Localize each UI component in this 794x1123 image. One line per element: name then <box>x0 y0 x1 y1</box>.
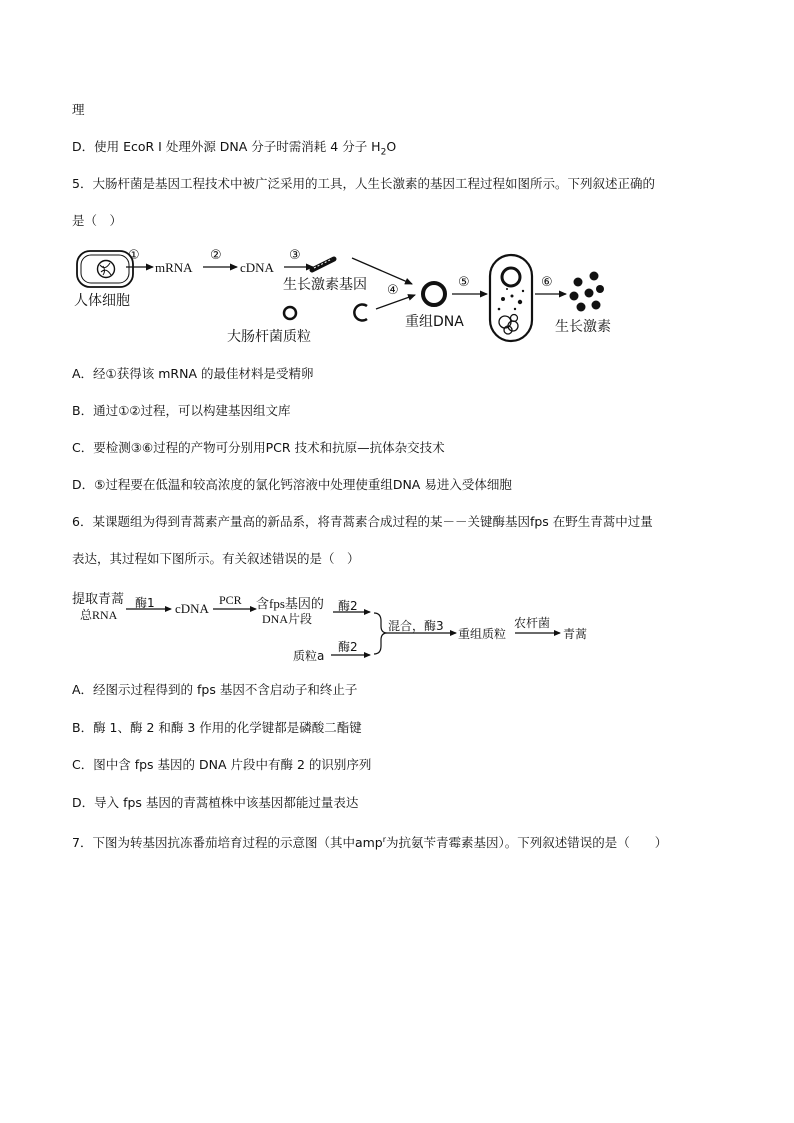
q6-stem-line2: 表达，其过程如下图所示。有关叙述错误的是（ ） <box>72 551 360 566</box>
step-1-label: ① <box>128 248 140 263</box>
q5-stem-line1: 5．大肠杆菌是基因工程技术中被广泛采用的工具，人生长激素的基因工程过程如图所示。下列叙述正确的 <box>72 176 655 191</box>
extract-label-line1: 提取青蒿 <box>72 592 125 607</box>
step-6-label: ⑥ <box>541 275 553 290</box>
step-2-label: ② <box>210 248 222 263</box>
subscript: 2 <box>380 147 387 158</box>
gene-label: 生长激素基因 <box>283 277 367 293</box>
q5-option-d: D．⑤过程要在低温和较高浓度的氯化钙溶液中处理使重组DNA 易进入受体细胞 <box>72 477 512 492</box>
pcr-label: PCR <box>219 593 242 607</box>
q6-option-d: D．导入 fps 基因的青蒿植株中该基因都能过量表达 <box>72 795 359 810</box>
hormone-label: 生长激素 <box>555 319 611 335</box>
plasmid-label: 大肠杆菌质粒 <box>227 329 311 345</box>
enzyme2-bottom-label: 酶2 <box>338 640 358 654</box>
enzyme1-label: 酶1 <box>135 596 155 610</box>
brace-icon <box>374 613 387 654</box>
recombinant-dna-label: 重组DNA <box>405 314 464 330</box>
step-3-label: ③ <box>289 248 301 263</box>
q5-option-a: A．经①获得该 mRNA 的最佳材料是受精卵 <box>72 366 314 381</box>
cdna-label: cDNA <box>240 260 274 275</box>
extract-label-line2: 总RNA <box>80 608 118 622</box>
q4-option-d-tail: O <box>386 139 397 154</box>
step-4-label: ④ <box>387 283 399 298</box>
agrobacterium-label: 农杆菌 <box>514 616 551 630</box>
continued-text: 理 <box>72 102 85 117</box>
cdna-label-2: cDNA <box>175 601 209 616</box>
step-5-label: ⑤ <box>458 275 470 290</box>
human-cell-label: 人体细胞 <box>74 293 130 309</box>
superscript: r <box>382 835 387 844</box>
mix-label: 混合，酶3 <box>388 619 444 633</box>
fragment-label-line2: DNA片段 <box>262 612 312 626</box>
recombinant-plasmid-label: 重组质粒 <box>458 627 507 641</box>
enzyme2-top-label: 酶2 <box>338 599 358 613</box>
plasmid-a-label: 质粒a <box>293 649 325 663</box>
q7-stem-text: 7．下图为转基因抗冻番茄培育过程的示意图（其中amp <box>72 835 383 851</box>
q6-option-a: A．经图示过程得到的 fps 基因不含启动子和终止子 <box>72 682 358 697</box>
q6-option-c: C．图中含 fps 基因的 DNA 片段中有酶 2 的识别序列 <box>72 757 372 772</box>
q7-stem <box>72 832 667 851</box>
q4-option-d-text: D．使用 EcoR Ⅰ 处理外源 DNA 分子时需消耗 4 分子 H <box>72 139 381 154</box>
q6-option-b: B．酶 1、酶 2 和酶 3 作用的化学键都是磷酸二酯键 <box>72 720 362 735</box>
artemisia-label: 青蒿 <box>563 627 588 641</box>
mrna-label: mRNA <box>155 260 193 275</box>
q5-stem-line2: 是（ ） <box>72 213 123 228</box>
q5-option-c: C．要检测③⑥过程的产物可分别用PCR 技术和抗原—抗体杂交技术 <box>72 440 445 455</box>
q5-option-b: B．通过①②过程，可以构建基因组文库 <box>72 403 291 418</box>
fragment-label-line1: 含fps基因的 <box>256 596 324 611</box>
q7-stem-tail: 为抗氨苄青霉素基因）。下列叙述错误的是（ ） <box>386 835 668 851</box>
q6-stem-line1: 6．某课题组为得到青蒿素产量高的新品系，将青蒿素合成过程的某－－关键酶基因fps 在野生青蒿中过量 <box>72 514 653 529</box>
